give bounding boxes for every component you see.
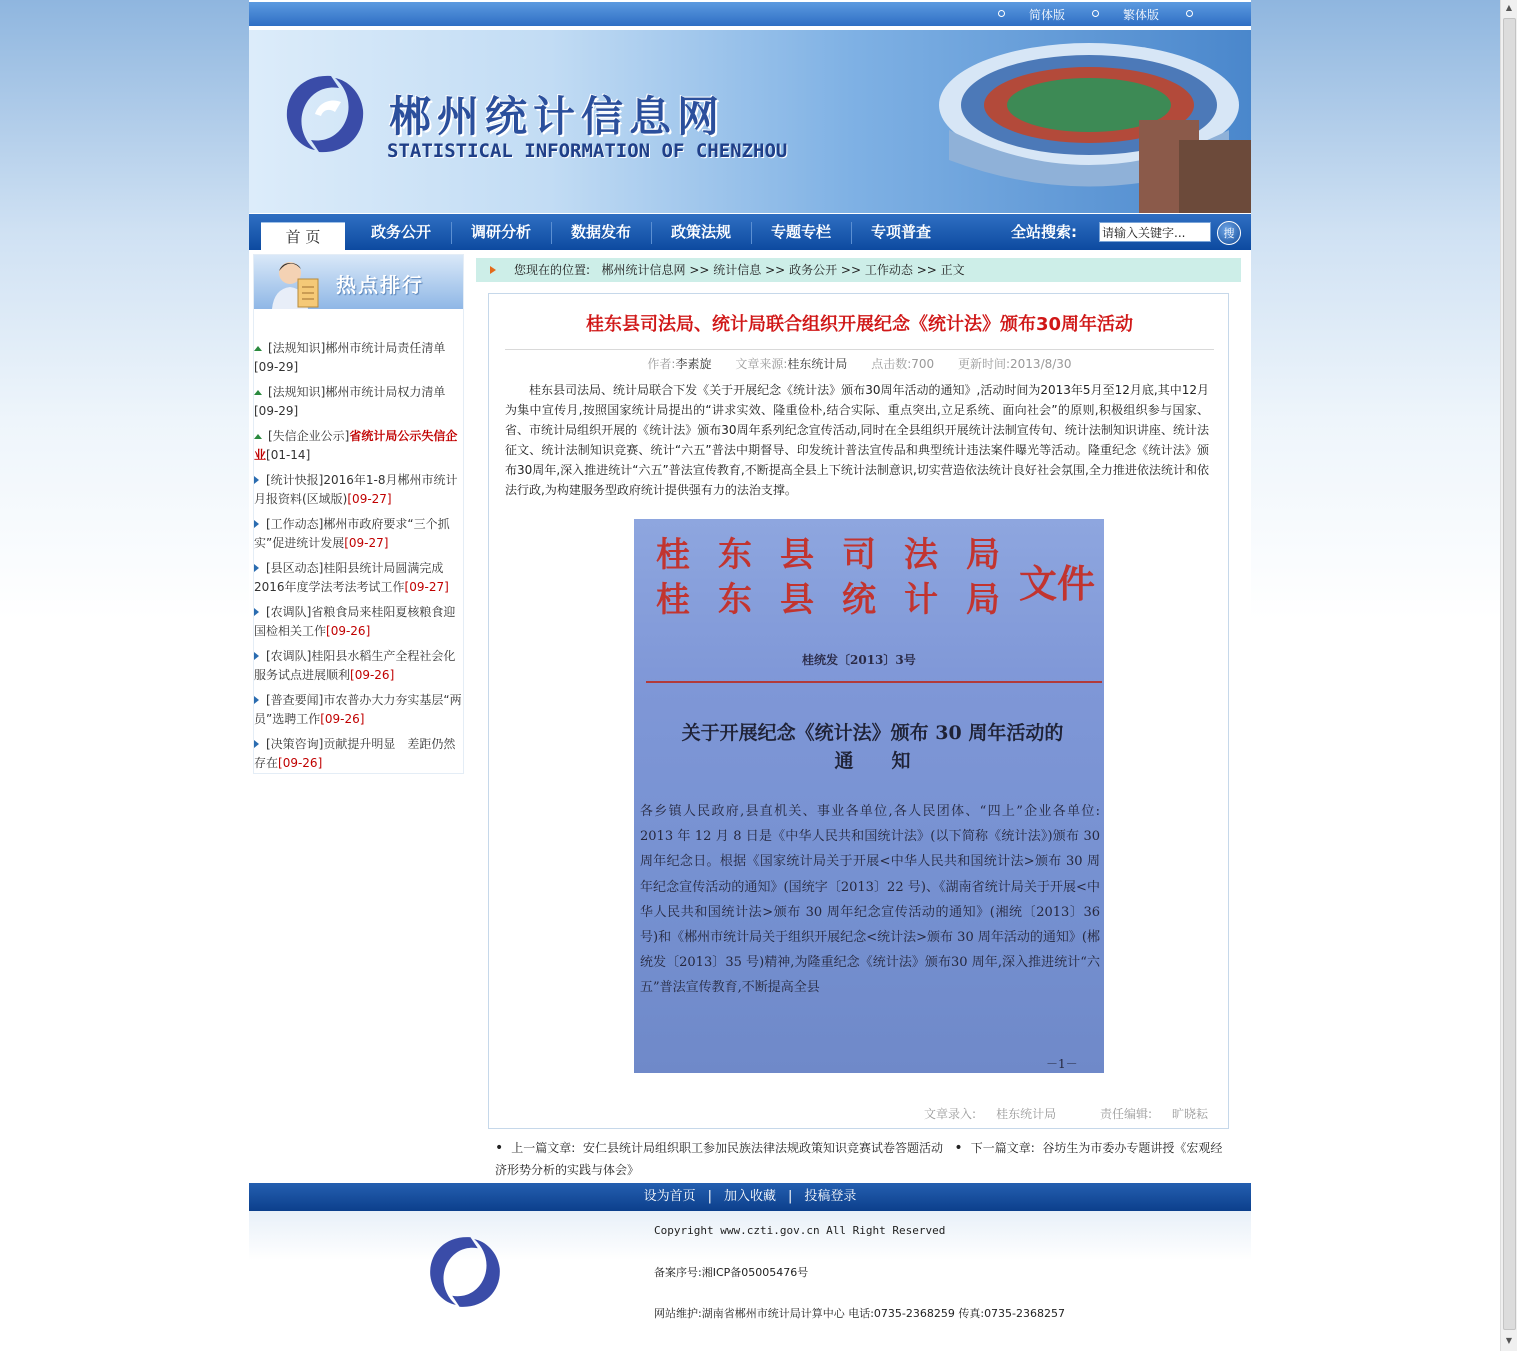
right-arrow-icon [254,740,259,748]
avatar-icon [268,257,326,309]
item-date: [09-27] [404,580,449,594]
right-arrow-icon [254,696,259,704]
list-item[interactable] [254,339,463,383]
item-date: [09-27] [344,536,389,550]
updated-label: 更新时间: [957,357,1011,371]
site-title-en: STATISTICAL INFORMATION OF CHENZHOU [387,140,788,162]
hot-ranking-title: 热点排行 [336,273,424,297]
breadcrumb-separator: >> [916,263,937,277]
item-date: [09-27] [347,492,392,506]
breadcrumb-separator: >> [689,263,710,277]
next-label: 下一篇文章: [970,1141,1035,1155]
item-title[interactable]: 贡献提升明显 差距仍然存在 [254,737,456,770]
article-title: 桂东县司法局、统计局联合组织开展纪念《统计法》颁布30周年活动 [585,314,1134,335]
right-arrow-icon [254,564,259,572]
simplified-link[interactable]: 简体版 [1029,8,1066,22]
breadcrumb-gov-affairs-link[interactable]: 政务公开 [789,263,838,277]
list-item[interactable] [254,559,463,603]
author-label: 作者: [647,357,676,371]
updated-value: 2013/8/30 [1010,357,1072,371]
icp-text: 备案序号:湘ICP备05005476号 [654,1266,809,1279]
item-title[interactable]: 省统计局公示失信企业 [254,429,458,462]
item-date: [09-29] [254,404,299,418]
breadcrumb-text [514,258,965,282]
scrollbar-thumb[interactable] [1503,18,1516,1330]
breadcrumb-separator: >> [765,263,786,277]
list-item[interactable] [254,427,463,471]
nav-census[interactable]: 专项普查 [870,223,931,241]
list-item[interactable] [254,647,463,691]
main-nav [249,214,1251,250]
doc-title [650,719,1095,775]
article-footer [884,1105,1208,1122]
copyright-text: Copyright www.czti.gov.cn All Right Reserved [654,1224,946,1237]
item-category: [法规知识] [268,385,326,399]
footer-links-bar: 设为首页 | 加入收藏 | 投稿登录 [249,1183,1251,1211]
item-date: [09-26] [320,712,365,726]
doc-body: 各乡镇人民政府,县直机关、事业各单位,各人民团体、“四上”企业各单位: 2013 年 12 月 8 日是《中华人民共和国统计法》(以下简称《统计法》)颁布 30 周年纪念日。根据《国家统计局关于开展<中华人民共和国统计法>颁布 30 周年纪念宣传活动的通知》(国统字〔2013〕22 号)、《湖南省统计局关于开展<中华人民共和国统计法>颁布 30 周年纪念宣传活动的通知》(湘统〔2013〕36 号)和《郴州市统计局关于组织开展纪念<统计法>颁布 30 周年活动的通知》(郴统发〔2013〕35 号)精神,为隆重纪念《统计法》颁布30 周年,深入推进统计“六五”普法宣传教育,不断提高全县 [640,804,1127,996]
divider [505,349,1214,350]
source-label: 文章来源: [735,357,788,371]
doc-page-number: －1－ [1046,1057,1078,1071]
breadcrumb-separator: >> [840,263,862,277]
search-button[interactable]: 搜 [1217,221,1241,245]
breadcrumb-current: 正文 [940,263,965,277]
search-label: 全站搜索: [1011,223,1077,241]
article-body: 桂东县司法局、统计局联合下发《关于开展纪念《统计法》颁布30周年活动的通知》,活动时间为2013年5月至12月底,其中12月为集中宣传月,按照国家统计局提出的“讲求实效、隆重俭朴,结合实际、重点突出,立足系统、面向社会”的原则,积极组织参与国家、省、市统计局组织开展的《统计法》颁布30周年系列纪念宣传活动,同时在全县组织开展统计法制宣传旬、统计法制知识讲座、统计法征文、统计法制知识竞赛、统计“六五”普法中期督导、印发统计普法宣传品和典型统计违法案件曝光等活动。隆重纪念《统计法》颁布30周年,深入推进统计“六五”普法宣传教育,不断提高全县上下统计法制意识,切实营造依法统计良好社会氛围,全力推进依法统计和依法行政,为构建服务型政府统计提供强有力的法治支撑。 [505,383,1209,497]
right-arrow-icon [254,608,259,616]
item-title[interactable]: 省粮食局来桂阳夏核粮食迎国检相关工作 [254,605,456,638]
item-title[interactable]: 郴州市政府要求“三个抓实”促进统计发展 [254,517,450,550]
bullet-icon [998,10,1005,17]
item-date: [01-14] [266,448,311,462]
list-item[interactable] [254,735,463,779]
item-title[interactable]: 郴州市统计局责任清单 [325,341,446,355]
up-arrow-icon [254,346,262,351]
prev-article-link[interactable]: 安仁县统计局组织职工参加民族法律法规政策知识竞赛试卷答题活动 [582,1141,943,1155]
site-container [249,0,1251,1335]
right-arrow-icon [254,520,259,528]
nav-government-affairs[interactable]: 政务公开 [370,223,431,241]
breadcrumb-label: 您现在的位置: [514,263,591,277]
item-category: [农调队] [266,649,312,663]
item-title[interactable]: 市农普办大力夯实基层“两员”选聘工作 [254,693,462,726]
set-homepage-link[interactable]: 设为首页 [643,1189,696,1204]
author-value: 李素旋 [675,357,712,371]
hot-ranking-panel [253,254,464,774]
search-input[interactable] [1099,222,1211,242]
doc-title-line1: 关于开展纪念《统计法》颁布 30 周年活动的 [681,722,1064,744]
stadium-illustration [889,30,1251,213]
prev-next-links [495,1137,1225,1181]
item-category: [统计快报] [266,473,324,487]
doc-header-line2: 桂东县统计局 [656,580,1028,620]
maintenance-text: 网站维护:湖南省郴州市统计局计算中心 电话:0735-2368259 传真:0735-2368257 [654,1307,1066,1320]
doc-number: 桂统发〔2013〕3号 [802,653,916,667]
item-date: [09-26] [326,624,371,638]
item-title[interactable]: 郴州市统计局权力清单 [325,385,446,399]
footer-logo-icon [421,1230,509,1314]
site-logo-icon [279,68,371,160]
item-date: [09-26] [350,668,395,682]
nav-data-release[interactable]: 数据发布 [570,223,631,241]
bullet-icon: • [954,1140,963,1156]
item-category: [失信企业公示] [268,429,350,443]
article-meta [489,355,1230,372]
right-arrow-icon [254,476,259,484]
list-item[interactable] [254,691,463,735]
breadcrumb [476,258,1241,282]
submit-login-link[interactable]: 投稿登录 [804,1189,857,1204]
up-arrow-icon [254,390,262,395]
nav-home[interactable]: 首 页 [261,222,345,251]
prev-label: 上一篇文章: [511,1141,576,1155]
article-panel [488,293,1229,1129]
hot-ranking-list [254,339,463,779]
item-title[interactable]: 桂阳县统计局圆满完成2016年度学法考法考试工作 [254,561,444,594]
doc-header-suffix: 文件 [1019,561,1096,606]
nav-research[interactable]: 调研分析 [470,223,531,241]
list-item[interactable] [254,603,463,647]
breadcrumb-home-link[interactable]: 郴州统计信息网 [601,263,686,277]
item-category: [工作动态] [266,517,324,531]
item-category: [农调队] [266,605,312,619]
scroll-up-icon[interactable]: ▲ [1505,3,1513,12]
entry-label: 文章录入: [924,1107,977,1121]
source-value: 桂东统计局 [787,357,848,371]
bullet-icon [1186,10,1193,17]
next-article-link[interactable]: 谷坊生为市委办专题讲授《宏观经济形势分析的实践与体会》 [495,1141,1223,1177]
item-category: [县区动态] [266,561,324,575]
scroll-down-icon[interactable]: ▼ [1505,1336,1513,1345]
list-item[interactable] [254,383,463,427]
list-item[interactable] [254,515,463,559]
doc-header-line1: 桂东县司法局 [656,535,1028,575]
editor-value: 旷晓耘 [1171,1107,1208,1121]
entry-value: 桂东统计局 [996,1107,1057,1121]
hot-ranking-header [254,255,463,309]
top-bar [249,2,1251,26]
bullet-icon [1092,10,1099,17]
right-arrow-icon [254,652,259,660]
document-photo [634,519,1127,1073]
item-category: [法规知识] [268,341,326,355]
item-category: [决策咨询] [266,737,324,751]
editor-label: 责任编辑: [1099,1107,1152,1121]
vertical-scrollbar[interactable] [1500,0,1517,1351]
item-title[interactable]: 2016年1-8月郴州市统计月报资料(区域版) [254,473,458,506]
bullet-icon: • [495,1140,504,1156]
nav-policy[interactable]: 政策法规 [670,223,731,241]
item-date: [09-29] [254,360,299,374]
breadcrumb-arrow-icon [490,266,496,274]
site-title-cn: 郴州统计信息网 [389,92,726,141]
nav-special-topics[interactable]: 专题专栏 [770,223,831,241]
list-item[interactable] [254,471,463,515]
doc-red-rule [646,681,1102,683]
hits-label: 点击数: [871,357,912,371]
doc-title-line2: 通 知 [834,750,911,772]
add-favorite-link[interactable]: 加入收藏 [723,1189,776,1204]
up-arrow-icon [254,434,262,439]
item-category: [普查要闻] [266,693,324,707]
header-banner [249,30,1251,213]
doc-header [656,533,1028,623]
hits-value: 700 [911,357,935,371]
breadcrumb-stat-info-link[interactable]: 统计信息 [713,263,762,277]
item-date: [09-26] [278,756,323,770]
breadcrumb-work-news-link[interactable]: 工作动态 [864,263,913,277]
traditional-link[interactable]: 繁体版 [1123,8,1160,22]
item-title[interactable]: 桂阳县水稻生产全程社会化服务试点进展顺利 [254,649,456,682]
